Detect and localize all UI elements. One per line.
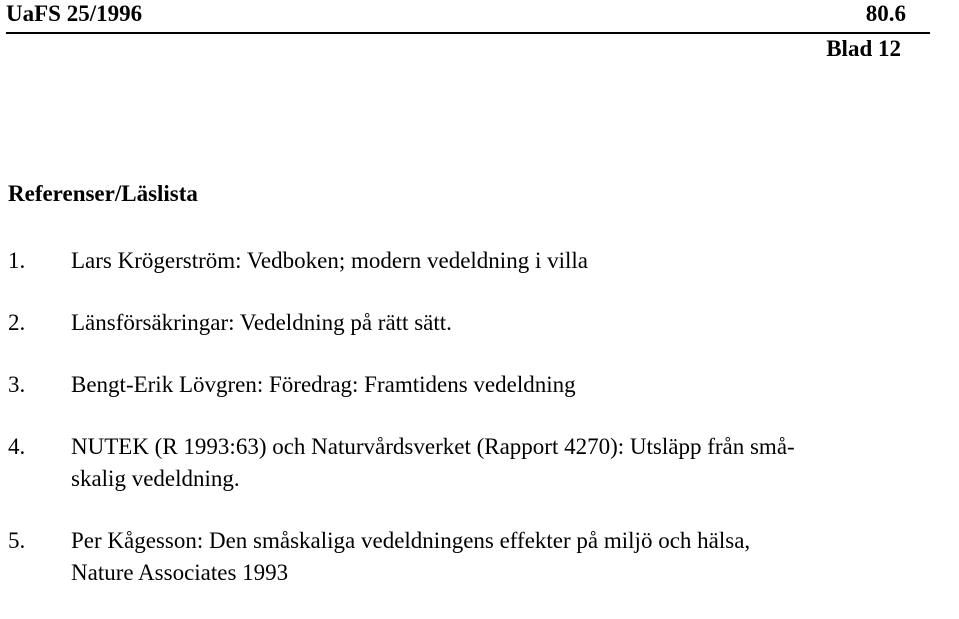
reference-line: Bengt-Erik Lövgren: Föredrag: Framtidens vedeldning: [71, 372, 576, 397]
reference-list: [8, 245, 953, 619]
page-number: Blad 12: [826, 36, 901, 61]
reference-text: [71, 245, 953, 277]
reference-item: [8, 431, 953, 495]
reference-line: Lars Krögerström: Vedboken; modern vedeldning i villa: [71, 248, 588, 273]
document-id: UaFS 25/1996: [6, 1, 143, 26]
reference-item: [8, 245, 953, 277]
reference-line: NUTEK (R 1993:63) och Naturvårdsverket (Rapport 4270): Utsläpp från små-: [71, 434, 795, 459]
reference-item: [8, 525, 953, 589]
reference-line: Länsförsäkringar: Vedeldning på rätt sätt.: [71, 310, 452, 335]
reference-number: 4.: [8, 434, 26, 459]
reference-number: 5.: [8, 528, 26, 553]
reference-item: [8, 307, 953, 339]
section-heading: Referenser/Läslista: [8, 181, 198, 206]
page-header: [6, 0, 930, 34]
reference-number: 1.: [8, 248, 26, 273]
reference-text: [71, 307, 953, 339]
reference-number: 3.: [8, 372, 26, 397]
section-number: 80.6: [865, 1, 906, 26]
reference-text: [71, 525, 953, 589]
reference-line: skalig vedeldning.: [71, 466, 240, 491]
reference-number: 2.: [8, 310, 26, 335]
reference-text: [71, 369, 953, 401]
reference-item: [8, 369, 953, 401]
reference-text: [71, 431, 953, 495]
reference-line: Nature Associates 1993: [71, 560, 289, 585]
reference-line: Per Kågesson: Den småskaliga vedeldningens effekter på miljö och hälsa,: [71, 528, 751, 553]
